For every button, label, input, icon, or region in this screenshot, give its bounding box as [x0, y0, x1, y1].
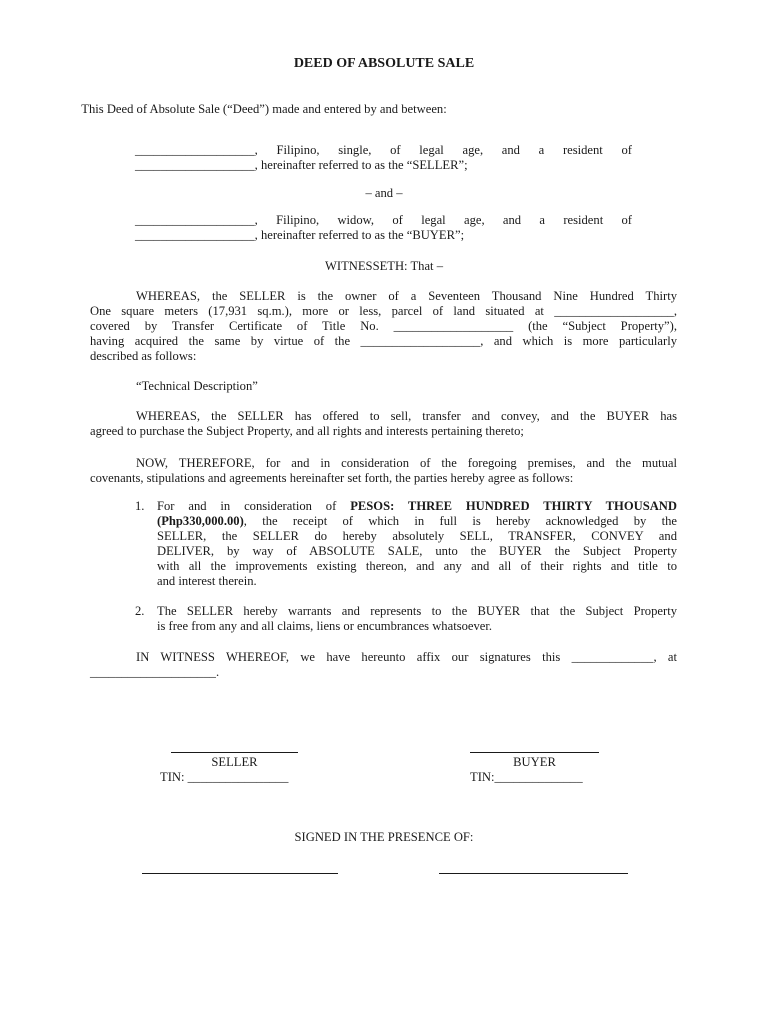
seller-label: SELLER — [211, 755, 258, 769]
clause-line — [157, 514, 677, 529]
clause-number: 1. — [135, 499, 145, 513]
clause-item — [135, 604, 677, 634]
whereas-line: covered by Transfer Certificate of Title No. ___________________ (the “Subject Property”), — [90, 319, 677, 333]
whereas-ownership-paragraph — [90, 289, 677, 364]
seller-tin: TIN: ________________ — [160, 770, 289, 784]
whereas-offer-paragraph — [90, 409, 677, 439]
whereas-line: WHEREAS, the SELLER has offered to sell, transfer and convey, and the BUYER has — [136, 409, 677, 423]
seller-party-paragraph — [135, 143, 632, 173]
now-therefore-paragraph — [90, 456, 677, 486]
witness-signature-line — [142, 873, 338, 874]
whereas-line: One square meters (17,931 sq.m.), more or less, parcel of land situated at ___________________, — [90, 304, 677, 318]
signed-presence-heading: SIGNED IN THE PRESENCE OF: — [294, 830, 474, 844]
clause-line: with all the improvements existing thereon, and any and all of their rights and title to — [157, 559, 677, 573]
clause-lead: For and in consideration of — [157, 499, 337, 513]
clause-line: is free from any and all claims, liens or encumbrances whatsoever. — [157, 619, 493, 633]
in-witness-paragraph — [90, 650, 677, 680]
clause-line: The SELLER hereby warrants and represents to the BUYER that the Subject Property — [157, 604, 677, 618]
buyer-party-paragraph — [135, 213, 632, 243]
document-title: DEED OF ABSOLUTE SALE — [293, 56, 475, 71]
clause-line: SELLER, the SELLER do hereby absolutely SELL, TRANSFER, CONVEY and — [157, 529, 677, 543]
whereas-line: having acquired the same by virtue of the ___________________, and which is more particularly — [90, 334, 677, 348]
seller-party-line: ___________________, Filipino, single, of legal age, and a resident of — [135, 143, 632, 157]
witnesseth-heading: WITNESSETH: That – — [325, 259, 443, 273]
amount-words: PESOS: THREE HUNDRED THIRTY THOUSAND — [350, 499, 677, 513]
clause-list — [135, 499, 677, 634]
intro-paragraph: This Deed of Absolute Sale (“Deed”) made and entered by and between: — [81, 102, 447, 116]
witness-signature-line — [439, 873, 628, 874]
technical-description: “Technical Description” — [136, 379, 258, 393]
buyer-tin: TIN:______________ — [470, 770, 583, 784]
in-witness-line: IN WITNESS WHEREOF, we have hereunto affix our signatures this _____________, at — [136, 650, 677, 664]
whereas-line: WHEREAS, the SELLER is the owner of a Seventeen Thousand Nine Hundred Thirty — [136, 289, 677, 303]
clause-line: DELIVER, by way of ABSOLUTE SALE, unto the BUYER the Subject Property — [157, 544, 677, 558]
clause-item — [135, 499, 677, 589]
now-therefore-line: covenants, stipulations and agreements hereinafter set forth, the parties hereby agree as follows: — [90, 471, 574, 485]
buyer-party-line: ___________________, Filipino, widow, of legal age, and a resident of — [135, 213, 632, 227]
amount-figures: (Php330,000.00) — [157, 514, 244, 528]
now-therefore-line: NOW, THEREFORE, for and in consideration of the foregoing premises, and the mutual — [136, 456, 677, 470]
clause-text: , the receipt of which in full is hereby acknowledged by the — [243, 514, 677, 528]
buyer-signature-line — [470, 752, 599, 753]
clause-number: 2. — [135, 604, 145, 618]
in-witness-line: ____________________. — [90, 665, 220, 679]
whereas-line: described as follows: — [90, 349, 197, 363]
buyer-party-line: ___________________, hereinafter referred to as the “BUYER”; — [135, 228, 465, 242]
seller-party-line: ___________________, hereinafter referred to as the “SELLER”; — [135, 158, 468, 172]
and-separator: – and – — [365, 186, 403, 200]
seller-signature-line — [171, 752, 298, 753]
clause-line — [157, 499, 677, 514]
whereas-line: agreed to purchase the Subject Property, and all rights and interests pertaining thereto; — [90, 424, 524, 438]
clause-line: and interest therein. — [157, 574, 257, 588]
buyer-label: BUYER — [513, 755, 556, 769]
